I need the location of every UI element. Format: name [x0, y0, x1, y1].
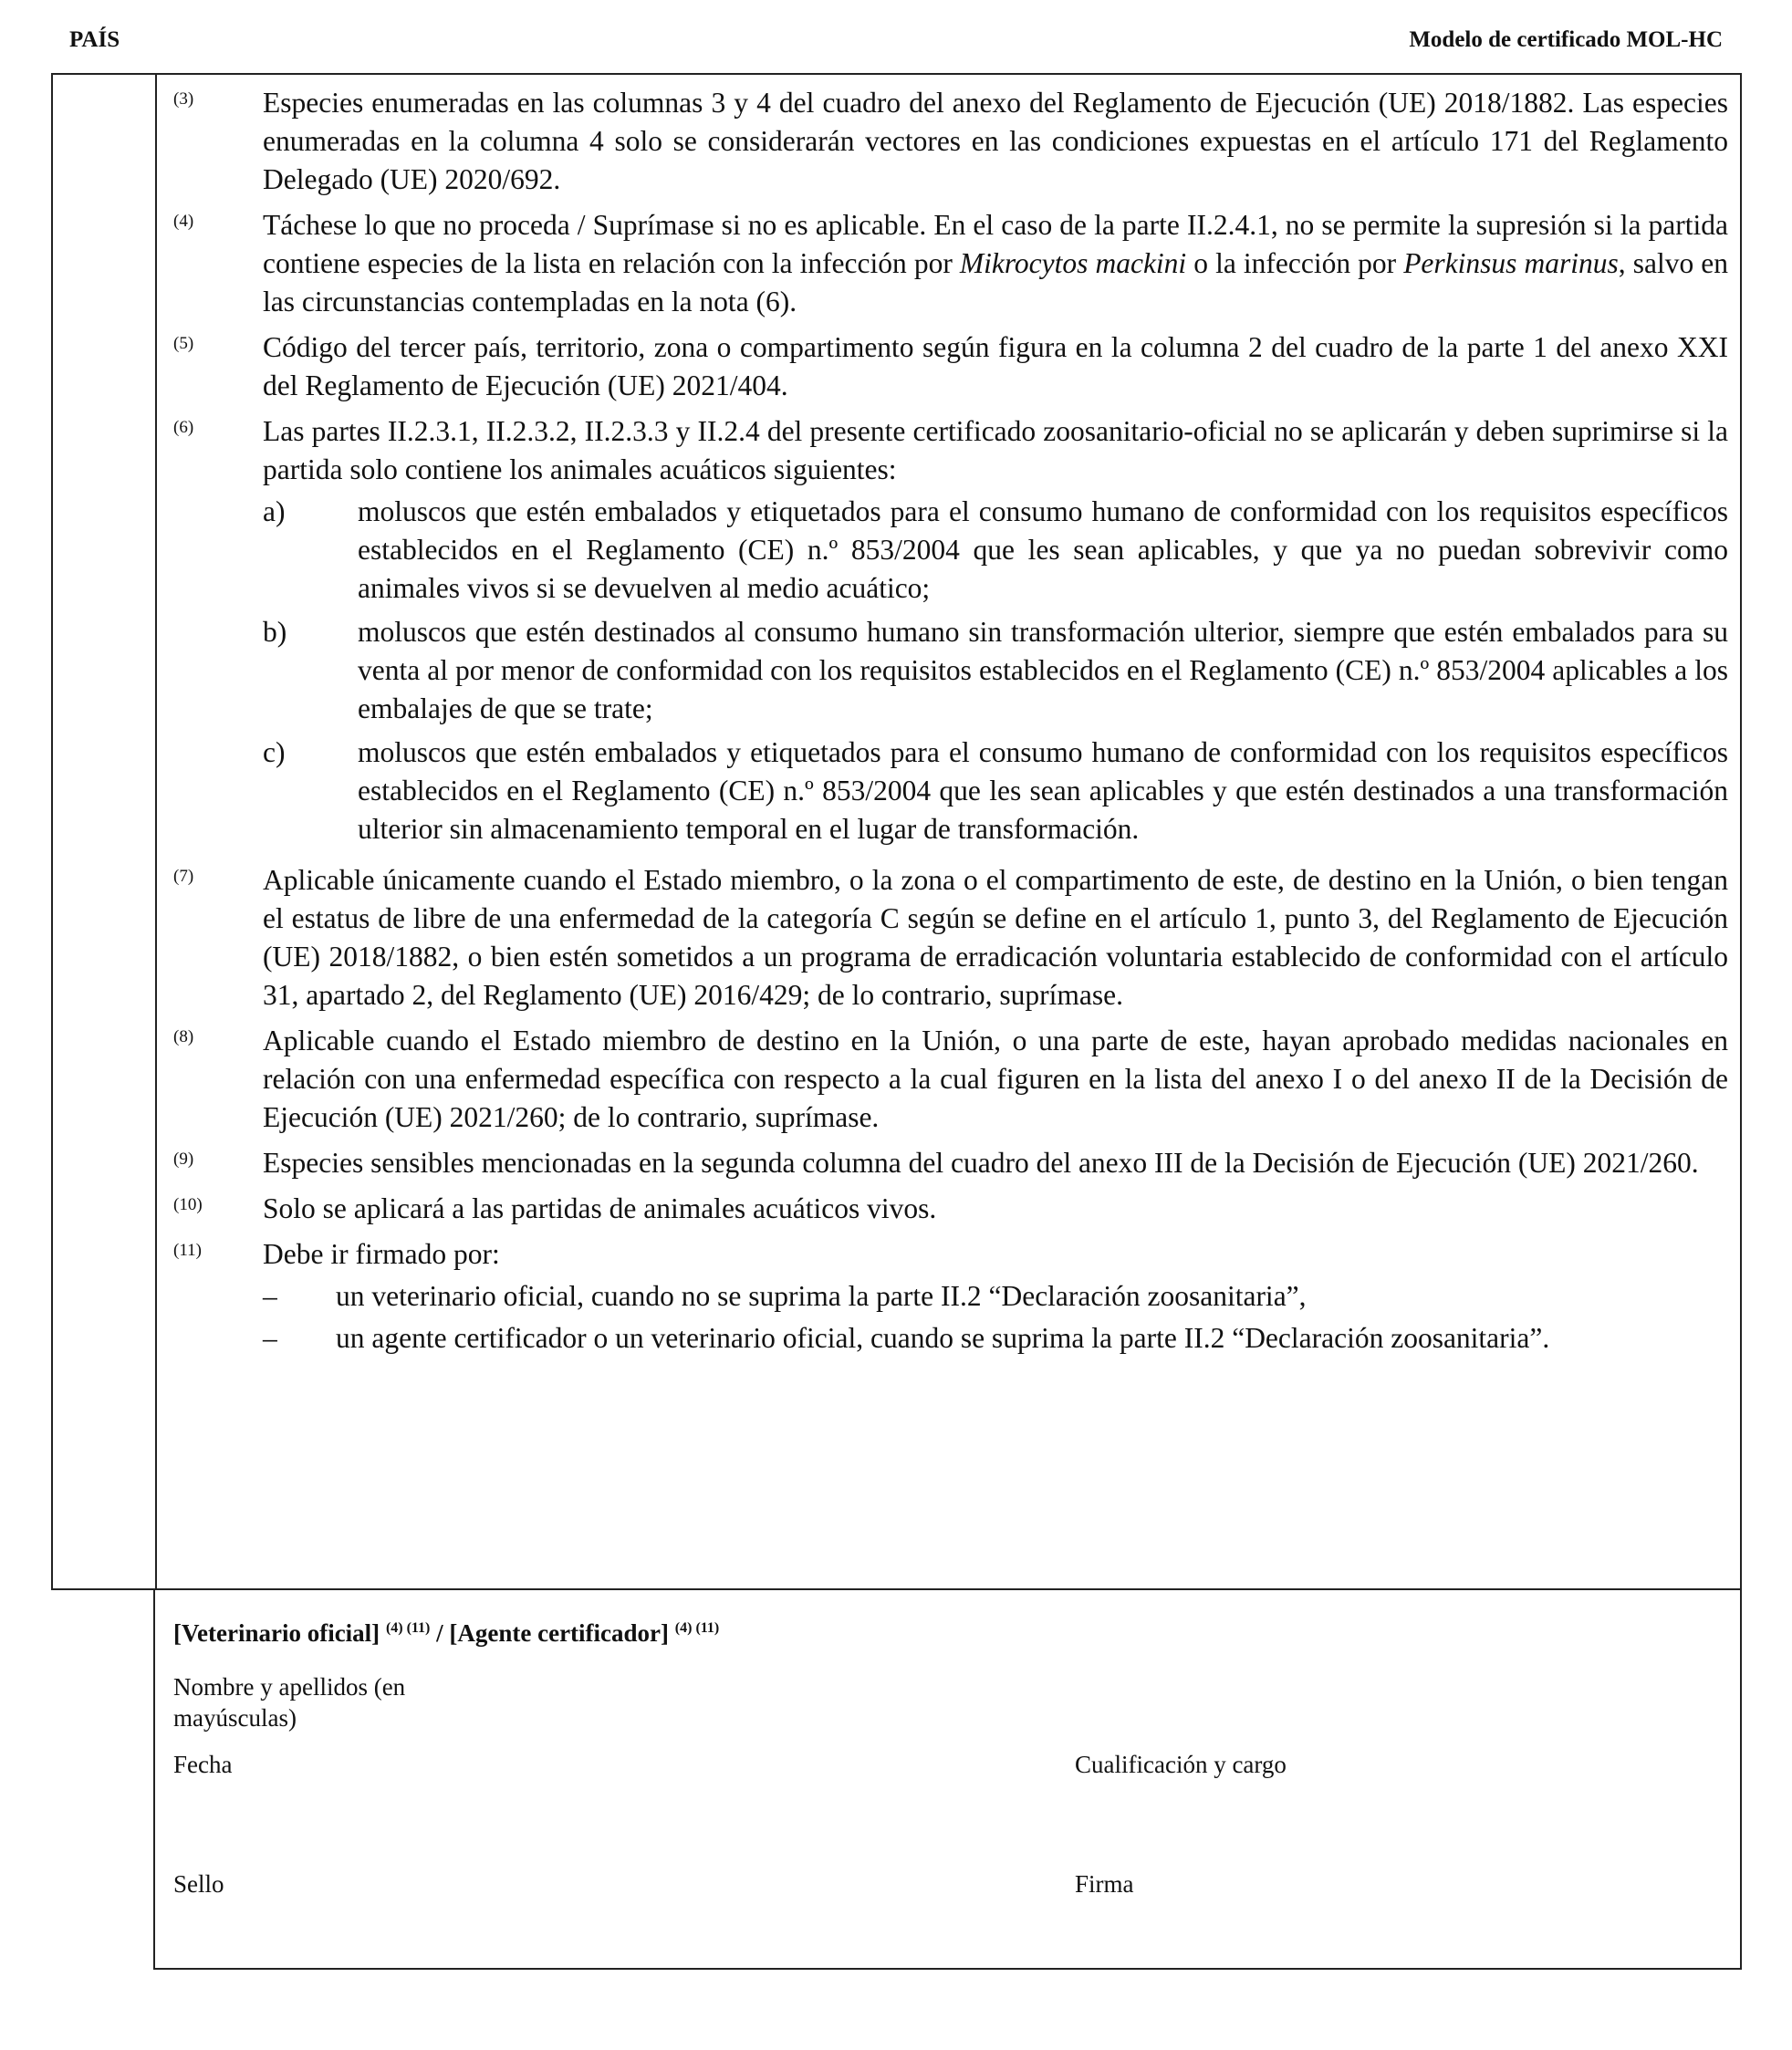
note-text: Especies sensibles mencionadas en la segunda columna del cuadro del anexo III de la Decisión de Ejecución (UE) 2021/260.: [263, 1147, 1699, 1179]
note-9: [173, 1144, 1728, 1182]
note-number: (8): [173, 1027, 194, 1046]
note-number: (6): [173, 418, 194, 437]
note-text: Código del tercer país, territorio, zona o compartimento según figura en la columna 2 del cuadro de la parte 1 del anexo XXI del Reglamento de Ejecución (UE) 2021/404.: [263, 331, 1728, 401]
note-text: Las partes II.2.3.1, II.2.3.2, II.2.3.3 y II.2.4 del presente certificado zoosanitario-oficial no se aplicarán y deben suprimirse si la partida solo contiene los animales acuáticos siguientes:: [263, 415, 1728, 485]
name-field-label: Nombre y apellidos (en mayúsculas): [173, 1673, 406, 1732]
dash-item: [263, 1319, 1728, 1358]
note-text: Debe ir firmado por:: [263, 1238, 500, 1270]
certifying-agent-label: [Agente certificador]: [449, 1619, 670, 1647]
sub-item: [263, 734, 1728, 848]
note-text: Especies enumeradas en las columnas 3 y 4 del cuadro del anexo del Reglamento de Ejecución (UE) 2018/1882. Las especies enumeradas en la columna 4 solo se considerarán vectores en las condiciones expuestas en el artículo 171 del Reglamento Delegado (UE) 2020/692.: [263, 87, 1728, 195]
sub-item: [263, 493, 1728, 608]
signatory-heading: [173, 1613, 719, 1649]
sub-item-label: a): [263, 495, 286, 527]
note-number: (3): [173, 89, 194, 109]
sub-item-text: moluscos que estén embalados y etiquetados para el consumo humano de conformidad con los requisitos específicos establecidos en el Reglamento (CE) n.º 853/2004 que les sean aplicables y que estén destinados a una transformación ulterior sin almacenamiento temporal en el lugar de transformación.: [358, 736, 1728, 845]
sub-item-label: b): [263, 616, 287, 648]
note-6: [173, 412, 1728, 854]
note-3: [173, 84, 1728, 199]
note-text-part: , salvo en las circunstancias contempladas en la nota (6).: [263, 247, 1728, 317]
note-text: [263, 206, 1728, 321]
note-text-part: o la infección por: [1186, 247, 1404, 279]
note-text-part: Táchese lo que no proceda / Suprímase si no es aplicable. En el caso de la parte II.2.4.1, no se permite la supresión si la partida contiene especies de la lista en relación con la infección por: [263, 209, 1728, 279]
qualification-field-label: Cualificación y cargo: [1075, 1751, 1287, 1778]
official-vet-label: [Veterinario oficial]: [173, 1619, 380, 1647]
dash-mark: –: [263, 1322, 277, 1354]
sub-item-text: moluscos que estén destinados al consumo humano sin transformación ulterior, siempre que estén embalados para su venta al por menor de conformidad con los requisitos establecidos en el Reglamento (CE) n.º 853/2004 aplicables a los embalajes de que se trate;: [358, 616, 1728, 724]
note-number: (7): [173, 867, 194, 886]
note-4: [173, 206, 1728, 321]
column-divider: [155, 75, 157, 1588]
note-text: Aplicable cuando el Estado miembro de destino en la Unión, o una parte de este, hayan aprobado medidas nacionales en relación con una enfermedad específica con respecto a la cual figuren en la lista del anexo I o del anexo II de la Decisión de Ejecución (UE) 2021/260; de lo contrario, suprímase.: [263, 1025, 1728, 1133]
signature-field-label: Firma: [1075, 1870, 1134, 1898]
note-number: (10): [173, 1195, 203, 1214]
stamp-field-label: Sello: [173, 1870, 224, 1898]
note-7: [173, 861, 1728, 1015]
sub-item-text: moluscos que estén embalados y etiquetados para el consumo humano de conformidad con los requisitos específicos establecidos en el Reglamento (CE) n.º 853/2004 que les sean aplicables, y que ya no puedan sobrevivir como animales vivos si se devuelven al medio acuático;: [358, 495, 1728, 604]
notes-list: [173, 84, 1728, 1365]
sub-item-label: c): [263, 736, 286, 768]
date-field-label: Fecha: [173, 1751, 233, 1778]
note-text: Solo se aplicará a las partidas de animales acuáticos vivos.: [263, 1192, 937, 1224]
certificate-model-header: Modelo de certificado MOL-HC: [1409, 27, 1723, 52]
note-11: [173, 1235, 1728, 1358]
note-number: (9): [173, 1150, 194, 1169]
note-8: [173, 1022, 1728, 1137]
separator: /: [430, 1619, 450, 1647]
note-number: (11): [173, 1241, 202, 1260]
dash-item-text: un veterinario oficial, cuando no se suprima la parte II.2 “Declaración zoosanitaria”,: [336, 1280, 1307, 1312]
footnote-refs: (4) (11): [674, 1620, 720, 1636]
note-number: (4): [173, 212, 194, 231]
species-name: Perkinsus marinus: [1403, 247, 1619, 279]
country-header: PAÍS: [69, 27, 120, 52]
dash-item: [263, 1277, 1728, 1316]
dash-item-text: un agente certificador o un veterinario oficial, cuando se suprima la parte II.2 “Declaración zoosanitaria”.: [336, 1322, 1550, 1354]
note-text: Aplicable únicamente cuando el Estado miembro, o la zona o el compartimento de este, de destino en la Unión, o bien tengan el estatus de libre de una enfermedad de la categoría C según se define en el artículo 1, punto 3, del Reglamento de Ejecución (UE) 2018/1882, o bien estén sometidos a un programa de erradicación voluntaria establecido de conformidad con el artículo 31, apartado 2, del Reglamento (UE) 2016/429; de lo contrario, suprímase.: [263, 864, 1728, 1011]
note-number: (5): [173, 334, 194, 353]
note-5: [173, 328, 1728, 405]
species-name: Mikrocytos mackini: [959, 247, 1187, 279]
sub-item: [263, 613, 1728, 728]
dash-mark: –: [263, 1280, 277, 1312]
note-10: [173, 1190, 1728, 1228]
footnote-refs: (4) (11): [385, 1620, 431, 1636]
